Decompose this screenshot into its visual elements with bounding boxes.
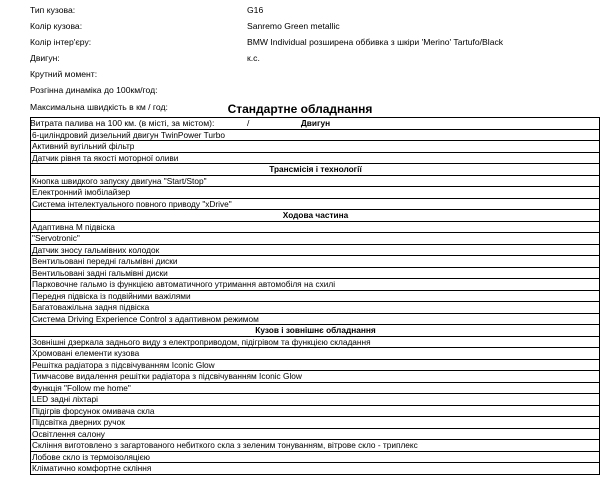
equipment-row bbox=[31, 175, 600, 187]
spec-label: Тип кузова: bbox=[30, 5, 76, 15]
equipment-group-heading: Кузов і зовнішнє обладнання bbox=[31, 325, 600, 337]
equipment-item: Вентильовані передні гальмівні диски bbox=[31, 256, 600, 268]
equipment-row bbox=[31, 279, 600, 291]
spec-label: Розгінна динаміка до 100км/год: bbox=[30, 85, 158, 96]
equipment-item: Решітка радіатора з підсвічуванням Iconic Glow bbox=[31, 359, 600, 371]
equipment-row bbox=[31, 348, 600, 360]
equipment-row bbox=[31, 371, 600, 383]
equipment-item: Багатоважільна задня підвіска bbox=[31, 302, 600, 314]
equipment-row bbox=[31, 428, 600, 440]
spec-row bbox=[30, 82, 590, 98]
equipment-group-row bbox=[31, 164, 600, 176]
equipment-item: Адаптивна М підвіска bbox=[31, 221, 600, 233]
equipment-row bbox=[31, 244, 600, 256]
spec-label: Колір інтер'єру: bbox=[30, 37, 92, 48]
equipment-group-row bbox=[31, 325, 600, 337]
equipment-group-row bbox=[31, 210, 600, 222]
spec-value: Sanremo Green metallic bbox=[247, 21, 340, 32]
standard-equipment-table bbox=[30, 117, 600, 475]
equipment-group-row bbox=[31, 118, 600, 130]
equipment-row bbox=[31, 233, 600, 245]
equipment-item: Освітлення салону bbox=[31, 428, 600, 440]
equipment-item: Тимчасове видалення решітки радіатора з підсвічуванням Iconic Glow bbox=[31, 371, 600, 383]
equipment-row bbox=[31, 267, 600, 279]
spec-row bbox=[30, 34, 590, 50]
equipment-item: Хромовані елементи кузова bbox=[31, 348, 600, 360]
equipment-row bbox=[31, 313, 600, 325]
equipment-row bbox=[31, 187, 600, 199]
equipment-row bbox=[31, 256, 600, 268]
equipment-row bbox=[31, 221, 600, 233]
equipment-item: Кліматично комфортне скління bbox=[31, 463, 600, 475]
equipment-row bbox=[31, 451, 600, 463]
equipment-row bbox=[31, 382, 600, 394]
equipment-row bbox=[31, 336, 600, 348]
equipment-row bbox=[31, 302, 600, 314]
equipment-item: LED задні ліхтарі bbox=[31, 394, 600, 406]
equipment-item: Підсвітка дверних ручок bbox=[31, 417, 600, 429]
equipment-row bbox=[31, 394, 600, 406]
equipment-item: Система інтелектуального повного приводу "xDrive" bbox=[31, 198, 600, 210]
equipment-item: Передня підвіска із подвійними важілями bbox=[31, 290, 600, 302]
equipment-row bbox=[31, 290, 600, 302]
equipment-row bbox=[31, 129, 600, 141]
equipment-group-heading: Трансмісія і технології bbox=[31, 164, 600, 176]
equipment-item: Підігрів форсунок омивача скла bbox=[31, 405, 600, 417]
equipment-item: Датчик рівня та якості моторної оливи bbox=[31, 152, 600, 164]
equipment-row bbox=[31, 440, 600, 452]
equipment-item: Вентильовані задні гальмівні диски bbox=[31, 267, 600, 279]
section-title: Стандартне обладнання bbox=[227, 102, 373, 116]
equipment-item: Лобове скло із термоізоляцією bbox=[31, 451, 600, 463]
equipment-group-heading: Ходова частина bbox=[31, 210, 600, 222]
spec-row bbox=[30, 2, 590, 18]
spec-label: Максимальна швидкість в км / год: bbox=[30, 101, 168, 112]
spec-value: G16 bbox=[247, 5, 264, 15]
equipment-group-heading: Двигун bbox=[31, 118, 600, 130]
equipment-row bbox=[31, 198, 600, 210]
spec-row bbox=[30, 18, 590, 34]
equipment-row bbox=[31, 359, 600, 371]
equipment-row bbox=[31, 141, 600, 153]
spec-value: к.с. bbox=[247, 53, 260, 64]
spec-value: / bbox=[247, 117, 250, 128]
equipment-item: Скління виготовлено з загартованого небиткого скла з зеленим тонуванням, вітрове скло - триплекс bbox=[31, 440, 600, 452]
equipment-item: Зовнішні дзеркала заднього виду з електроприводом, підігрівом та функцією складання bbox=[31, 336, 600, 348]
equipment-item: Датчик зносу гальмівних колодок bbox=[31, 244, 600, 256]
spec-row bbox=[30, 66, 590, 82]
equipment-item: Кнопка швидкого запуску двигуна "Start/Stop" bbox=[31, 175, 600, 187]
equipment-item: Функція "Follow me home" bbox=[31, 382, 600, 394]
equipment-row bbox=[31, 405, 600, 417]
spec-label: Крутний момент: bbox=[30, 69, 98, 80]
spec-label: Колір кузова: bbox=[30, 21, 83, 32]
spec-row bbox=[30, 50, 590, 66]
equipment-item: Парковочне гальмо із функцією автоматичного утримання автомобіля на схилі bbox=[31, 279, 600, 291]
equipment-row bbox=[31, 417, 600, 429]
equipment-item: Активний вугільний фільтр bbox=[31, 141, 600, 153]
spec-value: BMW Individual розширена оббивка з шкіри 'Merino' Tartufo/Black bbox=[247, 37, 504, 48]
equipment-row bbox=[31, 152, 600, 164]
spec-label: Двигун: bbox=[30, 53, 60, 64]
equipment-item: 6-циліндровий дизельний двигун TwinPower Turbo bbox=[31, 129, 600, 141]
equipment-item: Система Driving Experience Control з адаптивном режимом bbox=[31, 313, 600, 325]
equipment-item: "Servotronic" bbox=[31, 233, 600, 245]
equipment-item: Електронний імобілайзер bbox=[31, 187, 600, 199]
spec-label: Витрата палива на 100 км. (в місті, за містом): bbox=[30, 117, 215, 128]
equipment-row bbox=[31, 463, 600, 475]
